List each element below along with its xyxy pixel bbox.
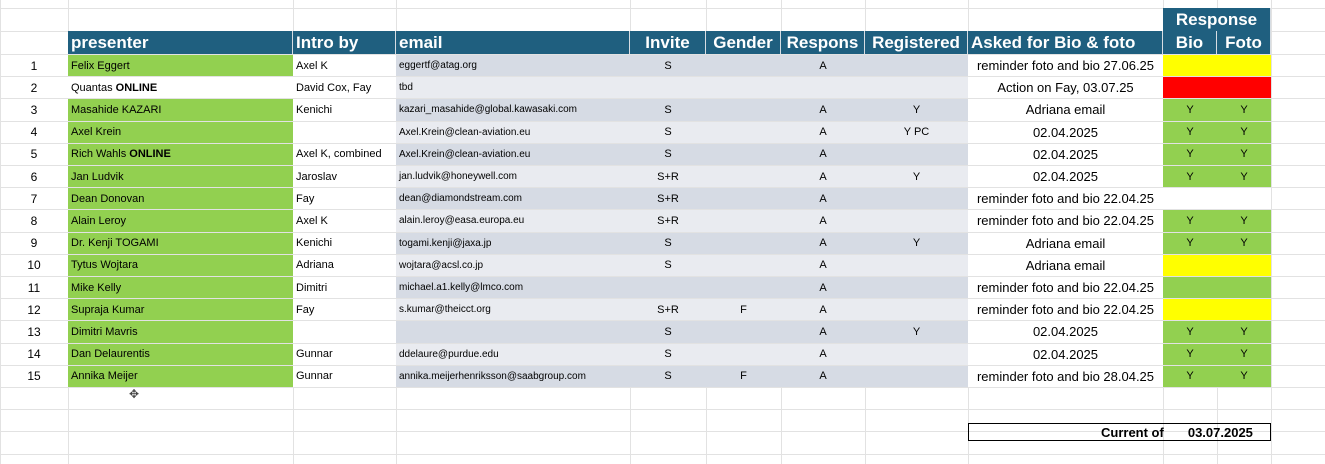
row-number[interactable]: 11 xyxy=(27,280,41,295)
email-cell[interactable]: annika.meijerhenriksson@saabgroup.com xyxy=(396,366,630,387)
gender-cell[interactable] xyxy=(706,99,781,120)
bio-status-cell[interactable] xyxy=(1163,255,1217,276)
bio-status-cell[interactable] xyxy=(1163,55,1217,76)
bio-status-cell[interactable]: Y xyxy=(1163,144,1217,165)
foto-status-cell[interactable]: Y xyxy=(1217,321,1271,342)
current-of-value: 03.07.2025 xyxy=(1187,424,1253,440)
presenter-cell[interactable] xyxy=(68,366,293,387)
asked-bio-foto-cell[interactable]: 02.04.2025 xyxy=(968,344,1163,365)
email-cell[interactable]: eggertf@atag.org xyxy=(396,55,630,76)
presenter-name: Mike Kelly xyxy=(71,281,122,294)
asked-bio-foto-cell[interactable]: Adriana email xyxy=(968,99,1163,120)
row-number[interactable]: 1 xyxy=(30,58,38,73)
invite-cell[interactable]: S xyxy=(630,321,706,342)
gender-cell[interactable]: F xyxy=(706,366,781,387)
respons-cell[interactable]: A xyxy=(781,366,865,387)
registered-cell[interactable] xyxy=(865,144,968,165)
invite-cell[interactable]: S+R xyxy=(630,210,706,231)
registered-cell[interactable] xyxy=(865,344,968,365)
intro-by-cell[interactable]: Dimitri xyxy=(293,277,396,298)
intro-by-cell[interactable]: Gunnar xyxy=(293,366,396,387)
header-respons[interactable]: Respons xyxy=(781,31,865,54)
row-number[interactable]: 12 xyxy=(27,302,41,317)
registered-cell[interactable]: Y xyxy=(865,99,968,120)
row-number[interactable]: 3 xyxy=(30,102,38,117)
asked-bio-foto-cell[interactable]: reminder foto and bio 27.06.25 xyxy=(968,55,1163,76)
presenter-cell[interactable] xyxy=(68,255,293,276)
header-gender[interactable]: Gender xyxy=(706,31,781,54)
respons-cell[interactable]: A xyxy=(781,210,865,231)
header-asked-bio-foto[interactable]: Asked for Bio & foto xyxy=(968,31,1163,54)
presenter-name: Felix Eggert xyxy=(71,59,130,72)
email-cell[interactable]: Axel.Krein@clean-aviation.eu xyxy=(396,144,630,165)
bio-status-cell[interactable] xyxy=(1163,277,1217,298)
row-number[interactable]: 13 xyxy=(27,324,41,339)
registered-cell[interactable] xyxy=(865,188,968,209)
respons-cell[interactable]: A xyxy=(781,277,865,298)
gender-cell[interactable] xyxy=(706,344,781,365)
email-cell[interactable]: togami.kenji@jaxa.jp xyxy=(396,233,630,254)
presenter-name: Axel Krein xyxy=(71,126,122,139)
row-number[interactable]: 8 xyxy=(30,213,38,228)
header-bio[interactable]: Bio xyxy=(1163,31,1217,54)
asked-bio-foto-cell[interactable]: 02.04.2025 xyxy=(968,122,1163,143)
respons-cell[interactable]: A xyxy=(781,144,865,165)
row-number[interactable]: 10 xyxy=(27,258,41,273)
bio-status-cell[interactable]: Y xyxy=(1163,321,1217,342)
header-response-group[interactable]: Response xyxy=(1163,8,1271,31)
intro-by-cell[interactable]: Kenichi xyxy=(293,233,396,254)
presenter-name: Dean Donovan xyxy=(71,192,145,205)
intro-by-cell[interactable]: David Cox, Fay xyxy=(293,77,396,98)
registered-cell[interactable]: Y PC xyxy=(865,122,968,143)
gender-cell[interactable] xyxy=(706,55,781,76)
registered-cell[interactable]: Y xyxy=(865,233,968,254)
foto-status-cell[interactable] xyxy=(1217,299,1271,320)
presenter-cell[interactable] xyxy=(68,99,293,120)
presenter-name: Annika Meijer xyxy=(71,370,138,383)
email-cell[interactable]: jan.ludvik@honeywell.com xyxy=(396,166,630,187)
email-cell[interactable]: ddelaure@purdue.edu xyxy=(396,344,630,365)
respons-cell[interactable]: A xyxy=(781,344,865,365)
foto-status-cell[interactable]: Y xyxy=(1217,366,1271,387)
intro-by-cell[interactable]: Fay xyxy=(293,188,396,209)
registered-cell[interactable] xyxy=(865,277,968,298)
invite-cell[interactable]: S xyxy=(630,55,706,76)
presenter-cell[interactable] xyxy=(68,77,293,98)
gridline-horizontal xyxy=(0,8,1325,9)
header-foto[interactable]: Foto xyxy=(1217,31,1271,54)
asked-bio-foto-cell[interactable]: 02.04.2025 xyxy=(968,144,1163,165)
bio-status-cell[interactable]: Y xyxy=(1163,233,1217,254)
foto-status-cell[interactable]: Y xyxy=(1217,99,1271,120)
gender-cell[interactable] xyxy=(706,188,781,209)
email-cell[interactable]: michael.a1.kelly@lmco.com xyxy=(396,277,630,298)
registered-cell[interactable] xyxy=(865,55,968,76)
presenter-cell[interactable] xyxy=(68,321,293,342)
presenter-online-tag: ONLINE xyxy=(129,148,171,161)
gender-cell[interactable] xyxy=(706,210,781,231)
email-cell[interactable]: Axel.Krein@clean-aviation.eu xyxy=(396,122,630,143)
foto-status-cell[interactable]: Y xyxy=(1217,210,1271,231)
invite-cell[interactable] xyxy=(630,277,706,298)
gender-cell[interactable] xyxy=(706,255,781,276)
row-number[interactable]: 9 xyxy=(30,236,38,251)
bio-status-cell[interactable] xyxy=(1163,299,1217,320)
presenter-cell[interactable] xyxy=(68,55,293,76)
registered-cell[interactable] xyxy=(865,255,968,276)
bio-status-cell[interactable]: Y xyxy=(1163,99,1217,120)
asked-bio-foto-cell[interactable]: reminder foto and bio 28.04.25 xyxy=(968,366,1163,387)
presenter-name: Masahide KAZARI xyxy=(71,103,162,116)
bio-status-cell[interactable] xyxy=(1163,188,1217,209)
respons-cell[interactable]: A xyxy=(781,122,865,143)
header-intro-by[interactable]: Intro by xyxy=(293,31,396,54)
email-cell[interactable]: wojtara@acsl.co.jp xyxy=(396,255,630,276)
header-registered[interactable]: Registered xyxy=(865,31,968,54)
row-number[interactable]: 15 xyxy=(27,369,41,384)
registered-cell[interactable] xyxy=(865,366,968,387)
gridline-horizontal xyxy=(0,409,1325,410)
intro-by-cell[interactable] xyxy=(293,321,396,342)
gender-cell[interactable] xyxy=(706,166,781,187)
presenter-cell[interactable] xyxy=(68,166,293,187)
gender-cell[interactable] xyxy=(706,277,781,298)
invite-cell[interactable]: S xyxy=(630,255,706,276)
gender-cell[interactable] xyxy=(706,122,781,143)
header-presenter[interactable]: presenter xyxy=(68,31,293,54)
foto-status-cell[interactable] xyxy=(1217,255,1271,276)
bio-status-cell[interactable]: Y xyxy=(1163,166,1217,187)
foto-status-cell[interactable]: Y xyxy=(1217,166,1271,187)
respons-cell[interactable]: A xyxy=(781,166,865,187)
gender-cell[interactable] xyxy=(706,321,781,342)
respons-cell[interactable] xyxy=(781,77,865,98)
email-cell[interactable]: alain.leroy@easa.europa.eu xyxy=(396,210,630,231)
presenter-cell[interactable] xyxy=(68,144,293,165)
presenter-name: Alain Leroy xyxy=(71,214,127,227)
asked-bio-foto-cell[interactable]: Adriana email xyxy=(968,255,1163,276)
asked-bio-foto-cell[interactable]: Adriana email xyxy=(968,233,1163,254)
invite-cell[interactable]: S xyxy=(630,233,706,254)
gender-cell[interactable] xyxy=(706,233,781,254)
foto-status-cell[interactable] xyxy=(1217,55,1271,76)
presenter-name: Dimitri Mavris xyxy=(71,325,138,338)
cell-select-cross-icon: ✥ xyxy=(129,387,140,401)
intro-by-cell[interactable]: Axel K xyxy=(293,210,396,231)
bio-status-cell[interactable]: Y xyxy=(1163,122,1217,143)
registered-cell[interactable]: Y xyxy=(865,321,968,342)
respons-cell[interactable]: A xyxy=(781,299,865,320)
row-number[interactable]: 4 xyxy=(30,125,38,140)
presenter-name: Jan Ludvik xyxy=(71,170,124,183)
row-number[interactable]: 14 xyxy=(27,347,41,362)
gridline-horizontal xyxy=(0,454,1325,455)
foto-status-cell[interactable]: Y xyxy=(1217,144,1271,165)
row-number[interactable]: 2 xyxy=(30,80,38,95)
invite-cell[interactable]: S xyxy=(630,344,706,365)
asked-bio-foto-cell[interactable]: 02.04.2025 xyxy=(968,166,1163,187)
asked-bio-foto-cell[interactable]: 02.04.2025 xyxy=(968,321,1163,342)
registered-cell[interactable] xyxy=(865,210,968,231)
intro-by-cell[interactable]: Gunnar xyxy=(293,344,396,365)
presenter-cell[interactable] xyxy=(68,188,293,209)
gender-cell[interactable]: F xyxy=(706,299,781,320)
invite-cell[interactable] xyxy=(630,77,706,98)
foto-status-cell[interactable]: Y xyxy=(1217,233,1271,254)
invite-cell[interactable]: S+R xyxy=(630,188,706,209)
row-number[interactable]: 6 xyxy=(30,169,38,184)
asked-bio-foto-cell[interactable]: Action on Fay, 03.07.25 xyxy=(968,77,1163,98)
email-cell[interactable]: s.kumar@theicct.org xyxy=(396,299,630,320)
presenter-online-tag: ONLINE xyxy=(115,81,158,94)
gender-cell[interactable] xyxy=(706,144,781,165)
foto-status-cell[interactable] xyxy=(1217,188,1271,209)
email-cell[interactable]: dean@diamondstream.com xyxy=(396,188,630,209)
invite-cell[interactable]: S xyxy=(630,99,706,120)
foto-status-cell[interactable] xyxy=(1217,77,1271,98)
asked-bio-foto-cell[interactable]: reminder foto and bio 22.04.25 xyxy=(968,299,1163,320)
row-number[interactable]: 7 xyxy=(30,191,38,206)
intro-by-cell[interactable]: Jaroslav xyxy=(293,166,396,187)
current-of-box[interactable] xyxy=(968,423,1271,441)
registered-cell[interactable] xyxy=(865,77,968,98)
presenter-name: Tytus Wojtara xyxy=(71,259,139,272)
asked-bio-foto-cell[interactable]: reminder foto and bio 22.04.25 xyxy=(968,210,1163,231)
presenter-cell[interactable] xyxy=(68,299,293,320)
header-email[interactable]: email xyxy=(396,31,630,54)
bio-status-cell[interactable] xyxy=(1163,77,1217,98)
asked-bio-foto-cell[interactable]: reminder foto and bio 22.04.25 xyxy=(968,277,1163,298)
gender-cell[interactable] xyxy=(706,77,781,98)
presenter-cell[interactable] xyxy=(68,277,293,298)
invite-cell[interactable]: S xyxy=(630,366,706,387)
gridline-horizontal xyxy=(0,387,1325,388)
presenter-name: Dan Delaurentis xyxy=(71,348,150,361)
current-of-label: Current of xyxy=(1101,424,1164,440)
invite-cell[interactable]: S xyxy=(630,144,706,165)
email-cell[interactable]: tbd xyxy=(396,77,630,98)
respons-cell[interactable]: A xyxy=(781,55,865,76)
presenter-name: Quantas xyxy=(71,81,116,94)
bio-status-cell[interactable]: Y xyxy=(1163,210,1217,231)
respons-cell[interactable]: A xyxy=(781,188,865,209)
row-number[interactable]: 5 xyxy=(30,147,38,162)
invite-cell[interactable]: S+R xyxy=(630,166,706,187)
intro-by-cell[interactable] xyxy=(293,122,396,143)
email-cell[interactable] xyxy=(396,321,630,342)
respons-cell[interactable]: A xyxy=(781,99,865,120)
foto-status-cell[interactable] xyxy=(1217,277,1271,298)
foto-status-cell[interactable]: Y xyxy=(1217,122,1271,143)
invite-cell[interactable]: S xyxy=(630,122,706,143)
registered-cell[interactable] xyxy=(865,299,968,320)
bio-status-cell[interactable]: Y xyxy=(1163,344,1217,365)
presenter-name: Dr. Kenji TOGAMI xyxy=(71,237,159,250)
respons-cell[interactable]: A xyxy=(781,255,865,276)
foto-status-cell[interactable]: Y xyxy=(1217,344,1271,365)
presenter-cell[interactable] xyxy=(68,210,293,231)
intro-by-cell[interactable]: Kenichi xyxy=(293,99,396,120)
registered-cell[interactable]: Y xyxy=(865,166,968,187)
email-cell[interactable]: kazari_masahide@global.kawasaki.com xyxy=(396,99,630,120)
header-invite[interactable]: Invite xyxy=(630,31,706,54)
asked-bio-foto-cell[interactable]: reminder foto and bio 22.04.25 xyxy=(968,188,1163,209)
presenter-cell[interactable] xyxy=(68,122,293,143)
invite-cell[interactable]: S+R xyxy=(630,299,706,320)
presenter-cell[interactable] xyxy=(68,344,293,365)
intro-by-cell[interactable]: Axel K xyxy=(293,55,396,76)
intro-by-cell[interactable]: Adriana xyxy=(293,255,396,276)
intro-by-cell[interactable]: Axel K, combined xyxy=(293,144,396,165)
intro-by-cell[interactable]: Fay xyxy=(293,299,396,320)
bio-status-cell[interactable]: Y xyxy=(1163,366,1217,387)
presenter-cell[interactable] xyxy=(68,233,293,254)
presenter-name: Rich Wahls xyxy=(71,148,130,161)
presenter-name: Supraja Kumar xyxy=(71,303,145,316)
respons-cell[interactable]: A xyxy=(781,233,865,254)
respons-cell[interactable]: A xyxy=(781,321,865,342)
